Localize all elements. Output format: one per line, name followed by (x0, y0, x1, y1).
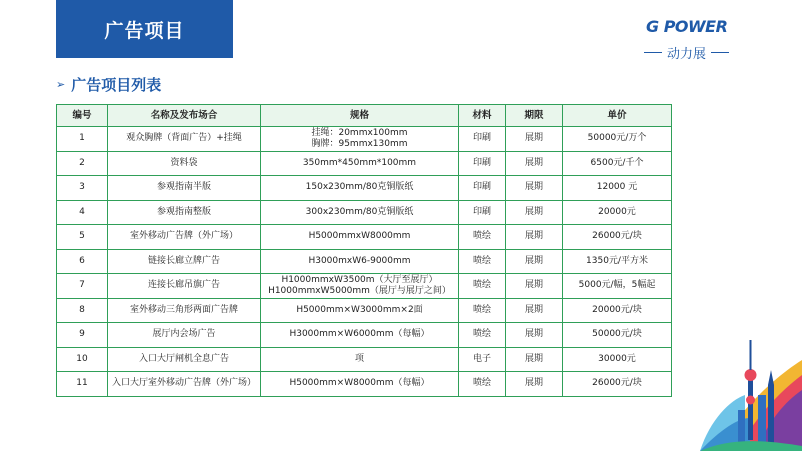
column-header: 名称及发布场合 (108, 105, 261, 127)
table-row (57, 347, 672, 372)
page-title: 广告项目 (56, 0, 233, 58)
section-heading (56, 74, 161, 95)
item-material: 喷绘 (459, 274, 506, 299)
item-spec (261, 372, 459, 397)
item-material: 印刷 (459, 127, 506, 152)
table-row (57, 298, 672, 323)
spec-line: 350mm*450mm*100mm (302, 157, 417, 168)
item-spec (261, 274, 459, 299)
logo-dash-right (711, 52, 729, 53)
item-spec (261, 176, 459, 201)
row-number: 10 (57, 347, 108, 372)
item-spec (261, 323, 459, 348)
spec-line: H5000mmxW8000mm (308, 231, 411, 242)
item-period: 展期 (506, 151, 563, 176)
item-name: 室外移动广告牌（外广场） (108, 225, 261, 250)
ad-items-table (56, 104, 672, 397)
row-number: 1 (57, 127, 108, 152)
logo-subtitle (644, 43, 729, 62)
item-name: 连接长廊吊旗广告 (108, 274, 261, 299)
item-period: 展期 (506, 274, 563, 299)
item-price: 20000元 (563, 200, 672, 225)
item-period: 展期 (506, 176, 563, 201)
item-name: 室外移动三角形两面广告牌 (108, 298, 261, 323)
item-name: 入口大厅闸机全息广告 (108, 347, 261, 372)
row-number: 2 (57, 151, 108, 176)
column-header: 规格 (261, 105, 459, 127)
item-price: 50000元/万个 (563, 127, 672, 152)
table-row (57, 323, 672, 348)
shanghai-skyline-illustration (700, 300, 802, 451)
table-row (57, 225, 672, 250)
section-heading-text: 广告项目列表 (71, 76, 162, 94)
column-header: 编号 (57, 105, 108, 127)
item-spec (261, 249, 459, 274)
item-price: 1350元/平方米 (563, 249, 672, 274)
table-row (57, 200, 672, 225)
table-row (57, 249, 672, 274)
spec-line: 挂绳：20mmx100mm (311, 127, 408, 138)
table-row (57, 151, 672, 176)
spec-line: H5000mm×W8000mm（每幅） (289, 378, 430, 389)
item-name: 参观指南整版 (108, 200, 261, 225)
item-price: 20000元/块 (563, 298, 672, 323)
table-row (57, 372, 672, 397)
item-material: 印刷 (459, 151, 506, 176)
item-period: 展期 (506, 225, 563, 250)
row-number: 5 (57, 225, 108, 250)
row-number: 7 (57, 274, 108, 299)
item-spec (261, 200, 459, 225)
logo-main-text: G POWER (646, 17, 728, 36)
item-price: 5000元/幅，5幅起 (563, 274, 672, 299)
item-price: 6500元/千个 (563, 151, 672, 176)
gpower-logo (640, 18, 740, 66)
item-material: 喷绘 (459, 323, 506, 348)
spec-line: 150x230mm/80克铜版纸 (305, 182, 414, 193)
item-material: 印刷 (459, 200, 506, 225)
row-number: 3 (57, 176, 108, 201)
item-price: 12000 元 (563, 176, 672, 201)
spec-line: H5000mm×W3000mm×2面 (296, 304, 423, 315)
row-number: 9 (57, 323, 108, 348)
item-material: 喷绘 (459, 298, 506, 323)
arrow-bullet-icon: ➢ (56, 78, 66, 91)
item-name: 观众胸牌（背面广告）+挂绳 (108, 127, 261, 152)
spec-line: H1000mmxW3500m（大厅至展厅） (281, 274, 438, 285)
spec-line: 胸牌：95mmx130mm (311, 138, 408, 149)
item-period: 展期 (506, 323, 563, 348)
logo-sub-text: 动力展 (667, 47, 707, 62)
item-name: 链接长廊立牌广告 (108, 249, 261, 274)
logo-dash-left (644, 52, 662, 53)
item-price: 26000元/块 (563, 225, 672, 250)
item-spec (261, 151, 459, 176)
spec-line: 项 (354, 353, 364, 364)
item-spec (261, 347, 459, 372)
item-period: 展期 (506, 127, 563, 152)
item-material: 电子 (459, 347, 506, 372)
row-number: 11 (57, 372, 108, 397)
item-period: 展期 (506, 372, 563, 397)
item-period: 展期 (506, 347, 563, 372)
item-name: 展厅内会场广告 (108, 323, 261, 348)
item-period: 展期 (506, 200, 563, 225)
item-price: 50000元/块 (563, 323, 672, 348)
table-header-row (57, 105, 672, 127)
item-spec (261, 127, 459, 152)
row-number: 4 (57, 200, 108, 225)
row-number: 6 (57, 249, 108, 274)
column-header: 单价 (563, 105, 672, 127)
item-price: 26000元/块 (563, 372, 672, 397)
item-material: 喷绘 (459, 249, 506, 274)
item-name: 入口大厅室外移动广告牌（外广场） (108, 372, 261, 397)
spec-line: H3000mxW6-9000mm (308, 255, 411, 266)
table-row (57, 274, 672, 299)
table-body (57, 127, 672, 397)
item-spec (261, 225, 459, 250)
column-header: 材料 (459, 105, 506, 127)
item-material: 印刷 (459, 176, 506, 201)
item-material: 喷绘 (459, 225, 506, 250)
item-period: 展期 (506, 298, 563, 323)
item-price: 30000元 (563, 347, 672, 372)
item-material: 喷绘 (459, 372, 506, 397)
spec-line: H3000mm×W6000mm（每幅） (289, 329, 430, 340)
row-number: 8 (57, 298, 108, 323)
spec-line: H1000mmxW5000mm（展厅与展厅之间） (268, 285, 451, 296)
table-row (57, 176, 672, 201)
column-header: 期限 (506, 105, 563, 127)
table-row (57, 127, 672, 152)
item-period: 展期 (506, 249, 563, 274)
item-spec (261, 298, 459, 323)
item-name: 资料袋 (108, 151, 261, 176)
item-name: 参观指南半版 (108, 176, 261, 201)
spec-line: 300x230mm/80克铜版纸 (305, 206, 414, 217)
